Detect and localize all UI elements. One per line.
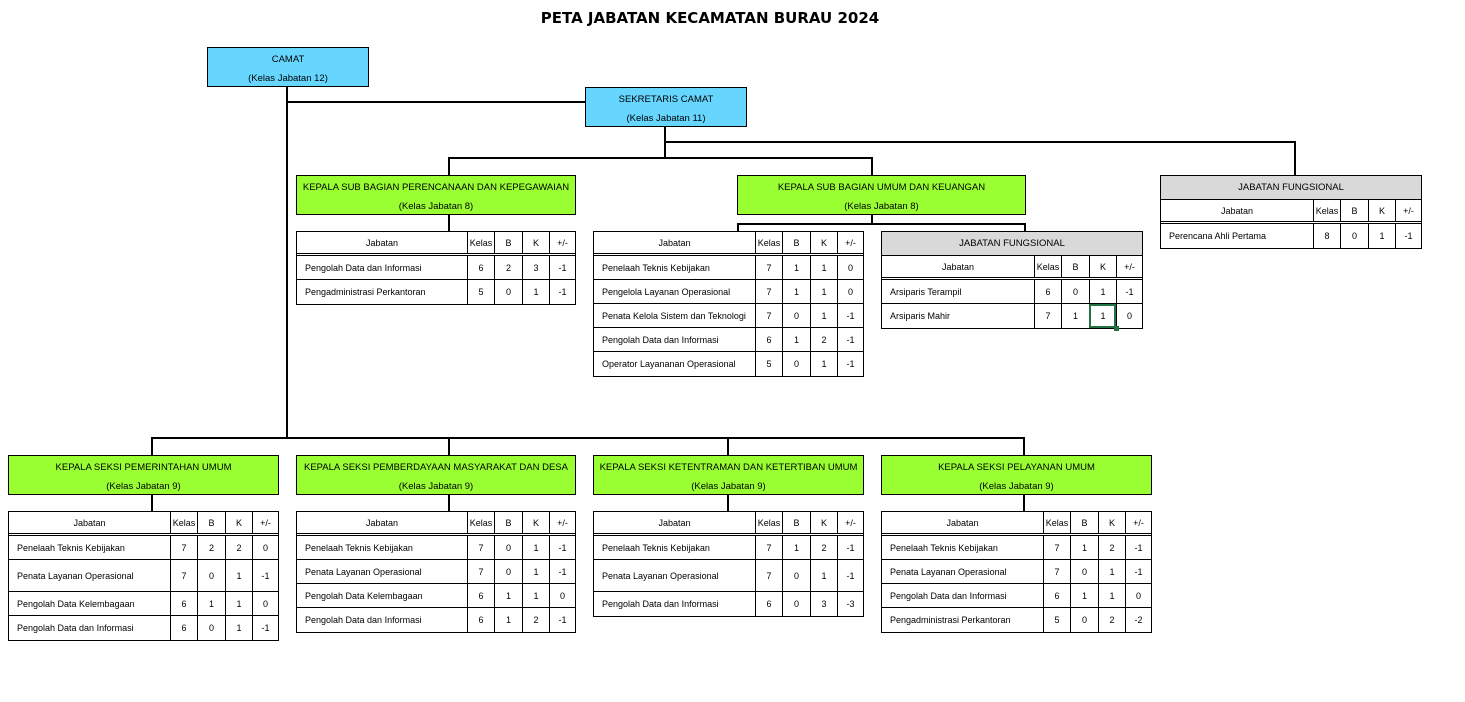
cell-kebutuhan[interactable]: 1 [522,280,549,304]
fungsional-table-umum [881,231,1143,329]
unit-box-pelayanan[interactable] [881,455,1152,495]
cell-kebutuhan[interactable]: 2 [225,536,252,559]
cell-jabatan[interactable]: Pengelola Layanan Operasional [602,286,731,297]
header-kelas[interactable]: Kelas [1043,512,1070,533]
table-row [1161,224,1421,248]
cell-kebutuhan[interactable]: 1 [1098,560,1125,583]
cell-bezetting[interactable]: 0 [494,560,522,583]
cell-kebutuhan[interactable]: 3 [810,592,837,616]
cell-bezetting[interactable]: 0 [782,560,810,591]
cell-jabatan[interactable]: Pengolah Data Kelembagaan [17,598,135,609]
cell-selisih[interactable]: -1 [549,280,575,304]
position-name: KEPALA SEKSI PELAYANAN UMUM [938,462,1095,473]
cell-bezetting[interactable]: 0 [197,560,225,591]
cell-kelas[interactable]: 7 [1034,304,1061,328]
cell-selisih[interactable]: -1 [549,256,575,279]
cell-kebutuhan[interactable]: 1 [225,560,252,591]
table-row [9,616,278,640]
table-row [594,352,863,376]
cell-selisih[interactable]: -1 [549,608,575,632]
cell-selisih[interactable]: -1 [1125,560,1151,583]
header-bezetting[interactable]: B [1070,512,1098,533]
cell-selisih[interactable]: -1 [1395,224,1421,248]
cell-kelas[interactable]: 7 [1043,560,1070,583]
connector-line [1294,141,1296,175]
cell-selisih[interactable]: -1 [837,560,863,591]
cell-kebutuhan[interactable]: 1 [1098,584,1125,607]
cell-bezetting[interactable]: 1 [197,592,225,615]
position-table-pemerintahan [8,511,279,641]
cell-selisih[interactable]: -1 [1125,536,1151,559]
position-name: KEPALA SEKSI KETENTRAMAN DAN KETERTIBAN UMUM [599,462,858,473]
cell-bezetting[interactable]: 0 [1340,224,1368,248]
cell-kelas[interactable]: 7 [755,280,782,303]
cell-kebutuhan[interactable]: 1 [522,584,549,607]
cell-kelas[interactable]: 6 [170,592,197,615]
cell-selisih[interactable]: -1 [549,560,575,583]
position-name: KEPALA SEKSI PEMERINTAHAN UMUM [55,462,232,473]
cell-kelas[interactable]: 7 [170,536,197,559]
cell-selisih[interactable]: 0 [252,536,278,559]
cell-bezetting[interactable]: 1 [782,536,810,559]
header-kebutuhan[interactable]: K [1368,200,1395,221]
cell-jabatan[interactable]: Perencana Ahli Pertama [1169,231,1267,241]
table-row [297,584,575,608]
position-table-ketentraman [593,511,864,617]
cell-bezetting[interactable]: 0 [197,616,225,640]
cell-kebutuhan[interactable]: 1 [1368,224,1395,248]
cell-kebutuhan[interactable]: 1 [1089,304,1116,328]
connector-line [448,495,450,511]
cell-jabatan[interactable]: Penelaah Teknis Kebijakan [602,542,710,553]
cell-kelas[interactable]: 5 [1043,608,1070,632]
cell-kelas[interactable]: 6 [755,592,782,616]
table-header-row [297,512,575,536]
cell-kelas[interactable]: 6 [467,584,494,607]
header-kebutuhan[interactable]: K [522,232,549,253]
cell-kelas[interactable]: 6 [755,328,782,351]
table-row [297,256,575,280]
cell-bezetting[interactable]: 1 [1070,536,1098,559]
table-row [882,608,1151,632]
cell-selisih[interactable]: 0 [1125,584,1151,607]
unit-box-ketentraman[interactable] [593,455,864,495]
cell-kelas[interactable]: 6 [467,608,494,632]
cell-jabatan[interactable]: Penelaah Teknis Kebijakan [17,542,125,553]
cell-kelas[interactable]: 6 [1034,280,1061,303]
table-header-row [9,512,278,536]
position-name: SEKRETARIS CAMAT [618,94,714,105]
header-kebutuhan[interactable]: K [225,512,252,533]
header-selisih[interactable]: +/- [1125,512,1151,533]
cell-selisih[interactable]: -1 [252,616,278,640]
cell-jabatan[interactable]: Pengolah Data dan Informasi [305,262,422,273]
connector-line [151,437,153,455]
cell-kelas[interactable]: 7 [467,536,494,559]
header-kelas[interactable]: Kelas [755,232,782,253]
cell-selisih[interactable]: -1 [837,536,863,559]
table-row [594,560,863,592]
connector-line [151,495,153,511]
table-row [594,536,863,560]
connector-line [871,157,873,175]
connector-line [1023,495,1025,511]
table-header-row [1161,200,1421,224]
cell-bezetting[interactable]: 2 [494,256,522,279]
cell-bezetting[interactable]: 0 [494,280,522,304]
connector-line [448,157,873,159]
table-header-row [882,256,1142,280]
position-name: KEPALA SEKSI PEMBERDAYAAN MASYARAKAT DAN DESA [304,462,568,473]
header-selisih[interactable]: +/- [1116,256,1142,277]
connector-line [448,157,450,175]
position-table-perencanaan [296,231,576,305]
header-selisih[interactable]: +/- [252,512,278,533]
cell-kelas[interactable]: 7 [170,560,197,591]
cell-bezetting[interactable]: 1 [782,328,810,351]
cell-kebutuhan[interactable]: 1 [810,304,837,327]
camat-box[interactable] [207,47,369,87]
cell-selisih[interactable]: 0 [837,256,863,279]
table-row [9,592,278,616]
header-bezetting[interactable]: B [782,232,810,253]
cell-bezetting[interactable]: 1 [1070,584,1098,607]
connector-line [664,141,1296,143]
position-table-umum-keuangan [593,231,864,377]
cell-kebutuhan[interactable]: 1 [225,616,252,640]
connector-line [727,437,729,455]
header-bezetting[interactable]: B [1061,256,1089,277]
table-header-row [297,232,575,256]
header-kebutuhan[interactable]: K [810,232,837,253]
cell-selisih[interactable]: -1 [837,352,863,376]
cell-jabatan[interactable]: Pengolah Data dan Informasi [602,599,719,609]
table-row [882,304,1142,328]
cell-kelas[interactable]: 7 [755,304,782,327]
cell-selisih[interactable]: -1 [549,536,575,559]
cell-selisih[interactable]: -1 [1116,280,1142,303]
table-row [594,256,863,280]
position-class: (Kelas Jabatan 9) [106,481,181,492]
connector-line [1023,437,1025,455]
cell-kebutuhan[interactable]: 3 [522,256,549,279]
table-row [297,560,575,584]
cell-kebutuhan[interactable]: 1 [225,592,252,615]
connector-line [448,437,450,455]
cell-kebutuhan[interactable]: 1 [810,280,837,303]
cell-jabatan[interactable]: Penelaah Teknis Kebijakan [602,262,710,273]
header-jabatan[interactable]: Jabatan [946,517,979,528]
table-row [594,328,863,352]
cell-kebutuhan[interactable]: 1 [522,536,549,559]
header-kelas[interactable]: Kelas [755,512,782,533]
header-kelas[interactable]: Kelas [467,512,494,533]
cell-kebutuhan[interactable]: 1 [1089,280,1116,303]
cell-kelas[interactable]: 6 [467,256,494,279]
connector-line [737,223,1026,225]
cell-jabatan[interactable]: Penata Layanan Operasional [305,566,422,577]
cell-bezetting[interactable]: 0 [1061,280,1089,303]
header-jabatan[interactable]: Jabatan [941,261,975,272]
cell-bezetting[interactable]: 0 [782,304,810,327]
position-table-pemberdayaan [296,511,576,633]
cell-kelas[interactable]: 8 [1313,224,1340,248]
cell-jabatan[interactable]: Pengadministrasi Perkantoran [305,287,426,297]
header-selisih[interactable]: +/- [549,232,575,253]
unit-box-pemberdayaan[interactable] [296,455,576,495]
header-kebutuhan[interactable]: K [810,512,837,533]
cell-selisih[interactable]: 0 [252,592,278,615]
cell-bezetting[interactable]: 0 [494,536,522,559]
table-row [882,536,1151,560]
cell-selisih[interactable]: 0 [549,584,575,607]
cell-selisih[interactable]: -3 [837,592,863,616]
header-kelas[interactable]: Kelas [170,512,197,533]
table-header-row [882,512,1151,536]
header-kebutuhan[interactable]: K [1098,512,1125,533]
table-row [594,304,863,328]
header-kebutuhan[interactable]: K [522,512,549,533]
position-name: CAMAT [271,54,305,65]
table-row [882,584,1151,608]
header-jabatan[interactable]: Jabatan [73,517,106,528]
table-row [297,536,575,560]
cell-kelas[interactable]: 7 [467,560,494,583]
cell-jabatan[interactable]: Pengadministrasi Perkantoran [890,615,1011,625]
table-caption: JABATAN FUNGSIONAL [1161,176,1421,200]
cell-selisih[interactable]: -1 [837,328,863,351]
cell-kelas[interactable]: 6 [170,616,197,640]
table-row [594,280,863,304]
cell-bezetting[interactable]: 0 [1070,608,1098,632]
connector-line [448,215,450,231]
cell-jabatan[interactable]: Penata Layanan Operasional [602,570,719,581]
table-row [9,560,278,592]
cell-bezetting[interactable]: 0 [1070,560,1098,583]
header-bezetting[interactable]: B [494,512,522,533]
connector-line [727,495,729,511]
cell-kelas[interactable]: 6 [1043,584,1070,607]
header-selisih[interactable]: +/- [837,232,863,253]
table-row [882,560,1151,584]
unit-box-perencanaan[interactable] [296,175,576,215]
cell-kelas[interactable]: 7 [755,560,782,591]
cell-jabatan[interactable]: Penelaah Teknis Kebijakan [890,542,998,553]
unit-box-pemerintahan[interactable] [8,455,279,495]
cell-kebutuhan[interactable]: 2 [810,328,837,351]
position-class: (Kelas Jabatan 8) [844,201,919,212]
header-kelas[interactable]: Kelas [1313,200,1340,221]
header-jabatan[interactable]: Jabatan [365,517,399,528]
cell-kelas[interactable]: 5 [467,280,494,304]
cell-jabatan[interactable]: Pengolah Data dan Informasi [17,623,134,633]
header-bezetting[interactable]: B [782,512,810,533]
cell-selisih[interactable]: 0 [837,280,863,303]
cell-kebutuhan[interactable]: 1 [810,352,837,376]
cell-jabatan[interactable]: Penata Layanan Operasional [17,570,134,581]
header-selisih[interactable]: +/- [549,512,575,533]
cell-selisih[interactable]: -1 [252,560,278,591]
table-row [594,592,863,616]
cell-kebutuhan[interactable]: 1 [810,560,837,591]
connector-line [664,127,666,159]
fungsional-table-sekretaris [1160,175,1422,249]
position-table-pelayanan [881,511,1152,633]
header-kelas[interactable]: Kelas [467,232,494,253]
cell-bezetting[interactable]: 2 [197,536,225,559]
cell-bezetting[interactable]: 1 [782,256,810,279]
connector-line [286,101,585,103]
position-name: KEPALA SUB BAGIAN PERENCANAAN DAN KEPEGAWAIAN [302,182,570,193]
cell-jabatan[interactable]: Arsiparis Mahir [890,311,951,321]
sekretaris-box[interactable] [585,87,747,127]
header-kelas[interactable]: Kelas [1034,256,1061,277]
connector-line [151,437,1025,439]
cell-bezetting[interactable]: 0 [782,592,810,616]
table-caption: JABATAN FUNGSIONAL [882,232,1142,256]
cell-selisih[interactable]: -2 [1125,608,1151,632]
cell-kelas[interactable]: 7 [1043,536,1070,559]
cell-kelas[interactable]: 7 [755,536,782,559]
table-header-row [594,232,863,256]
cell-jabatan[interactable]: Penata Layanan Operasional [890,566,1007,577]
position-class: (Kelas Jabatan 11) [626,113,706,124]
cell-bezetting[interactable]: 1 [494,608,522,632]
cell-kebutuhan[interactable]: 2 [810,536,837,559]
cell-jabatan[interactable]: Pengolah Data dan Informasi [602,334,719,345]
cell-jabatan[interactable]: Pengolah Data dan Informasi [890,590,1007,601]
table-row [297,608,575,632]
cell-bezetting[interactable]: 1 [782,280,810,303]
cell-bezetting[interactable]: 0 [782,352,810,376]
cell-jabatan[interactable]: Arsiparis Terampil [890,286,962,297]
header-bezetting[interactable]: B [197,512,225,533]
connector-line [1024,223,1026,231]
cell-kebutuhan[interactable]: 2 [1098,608,1125,632]
position-class: (Kelas Jabatan 9) [398,481,474,492]
connector-line [286,87,288,439]
cell-jabatan[interactable]: Penelaah Teknis Kebijakan [305,542,413,553]
header-selisih[interactable]: +/- [837,512,863,533]
position-class: (Kelas Jabatan 12) [248,73,328,84]
table-header-row [594,512,863,536]
position-class: (Kelas Jabatan 8) [398,201,474,212]
cell-bezetting[interactable]: 1 [1061,304,1089,328]
header-jabatan[interactable]: Jabatan [365,237,399,248]
cell-kebutuhan[interactable]: 2 [522,608,549,632]
header-kebutuhan[interactable]: K [1089,256,1116,277]
header-jabatan[interactable]: Jabatan [658,517,691,528]
position-class: (Kelas Jabatan 9) [979,481,1054,492]
unit-box-umum-keuangan[interactable] [737,175,1026,215]
header-bezetting[interactable]: B [494,232,522,253]
cell-jabatan[interactable]: Pengolah Data Kelembagaan [305,590,423,601]
cell-kebutuhan[interactable]: 1 [522,560,549,583]
header-bezetting[interactable]: B [1340,200,1368,221]
table-row [882,280,1142,304]
cell-jabatan[interactable]: Operator Layananan Operasional [602,359,736,369]
position-class: (Kelas Jabatan 9) [691,481,766,492]
cell-jabatan[interactable]: Pengolah Data dan Informasi [305,615,422,625]
cell-selisih[interactable]: 0 [1116,304,1142,328]
table-row [297,280,575,304]
header-jabatan[interactable]: Jabatan [658,237,691,248]
header-jabatan[interactable]: Jabatan [1220,205,1254,216]
table-row [9,536,278,560]
position-name: KEPALA SUB BAGIAN UMUM DAN KEUANGAN [777,182,986,193]
cell-kebutuhan[interactable]: 2 [1098,536,1125,559]
cell-kelas[interactable]: 5 [755,352,782,376]
cell-bezetting[interactable]: 1 [494,584,522,607]
cell-selisih[interactable]: -1 [837,304,863,327]
header-selisih[interactable]: +/- [1395,200,1421,221]
cell-jabatan[interactable]: Penata Kelola Sistem dan Teknologi [602,310,746,321]
page-title: PETA JABATAN KECAMATAN BURAU 2024 [540,9,880,27]
cell-kelas[interactable]: 7 [755,256,782,279]
connector-line [737,223,739,231]
cell-kebutuhan[interactable]: 1 [810,256,837,279]
